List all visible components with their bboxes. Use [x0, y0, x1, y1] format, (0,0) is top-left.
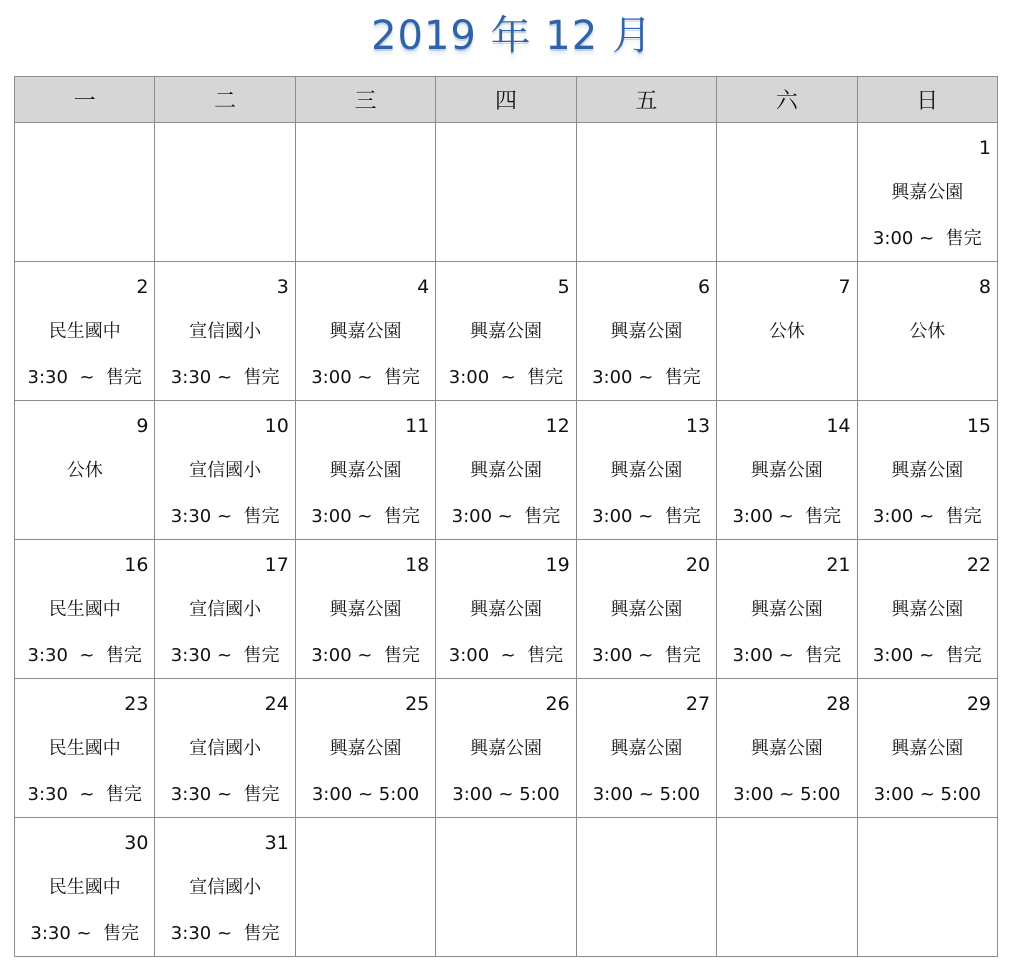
calendar-day-cell	[576, 262, 716, 401]
time-label: 3:00 ~ 售完	[592, 645, 701, 666]
day-number: 28	[826, 693, 851, 715]
day-number: 5	[557, 276, 570, 298]
calendar-week-row	[15, 818, 998, 957]
day-number: 21	[826, 554, 851, 576]
calendar-day-cell	[15, 262, 155, 401]
time-label: 3:30 ~ 售完	[170, 923, 280, 944]
calendar-empty-cell	[436, 123, 576, 262]
calendar-day-cell	[857, 123, 997, 262]
calendar-day-cell	[295, 262, 435, 401]
day-number: 27	[685, 693, 711, 715]
time-label: 3:30 ~ 售完	[27, 645, 142, 666]
calendar-week-row	[15, 123, 998, 262]
calendar-day-cell	[155, 818, 295, 957]
weekday-header: 一	[15, 77, 155, 123]
location-label: 興嘉公園	[469, 321, 542, 342]
day-number: 26	[545, 693, 570, 715]
time-label: 3:30 ~ 售完	[170, 784, 280, 805]
calendar-week-row	[15, 262, 998, 401]
location-label: 興嘉公園	[891, 460, 964, 481]
calendar-empty-cell	[15, 123, 155, 262]
location-label: 興嘉公園	[469, 460, 542, 481]
time-label: 3:30 ~ 售完	[170, 506, 280, 527]
day-number: 8	[978, 276, 991, 298]
time-label: 3:00 ~ 售完	[311, 367, 420, 388]
calendar-day-cell	[576, 679, 716, 818]
time-label: 3:00 ~ 5:00	[592, 784, 701, 805]
time-label: 3:00 ~ 售完	[592, 367, 701, 388]
weekday-header: 二	[155, 77, 295, 123]
location-label: 興嘉公園	[750, 460, 823, 481]
time-label: 3:00 ~ 售完	[448, 645, 564, 666]
time-label: 3:30 ~ 售完	[170, 367, 280, 388]
time-label: 3:00 ~ 5:00	[452, 784, 560, 805]
calendar-empty-cell	[295, 123, 435, 262]
calendar-day-cell	[295, 679, 435, 818]
calendar-day-cell	[436, 401, 576, 540]
time-label: 3:00 ~ 售完	[448, 367, 564, 388]
location-label: 民生國中	[48, 877, 121, 898]
time-label: 3:00 ~ 售完	[732, 506, 842, 527]
day-number: 31	[264, 832, 289, 854]
time-label: 3:00 ~ 售完	[592, 506, 701, 527]
day-number: 29	[966, 693, 991, 715]
location-label: 興嘉公園	[891, 738, 964, 759]
day-number: 2	[136, 276, 149, 298]
time-label: 3:00 ~ 售完	[872, 645, 982, 666]
day-number: 19	[545, 554, 570, 576]
calendar-day-cell	[15, 401, 155, 540]
calendar-empty-cell	[717, 818, 857, 957]
location-label: 公休	[768, 321, 805, 342]
time-label: 3:00 ~ 售完	[451, 506, 561, 527]
location-label: 興嘉公園	[469, 599, 542, 620]
day-number: 7	[838, 276, 851, 298]
time-label: 3:30 ~ 售完	[30, 923, 140, 944]
location-label: 興嘉公園	[469, 738, 542, 759]
location-label: 宣信國小	[189, 738, 262, 759]
location-label: 宣信國小	[189, 460, 262, 481]
calendar-day-cell	[576, 540, 716, 679]
weekday-header: 四	[436, 77, 576, 123]
calendar-day-cell	[857, 262, 997, 401]
location-label: 興嘉公園	[329, 321, 402, 342]
location-label: 興嘉公園	[610, 599, 683, 620]
location-label: 興嘉公園	[329, 599, 402, 620]
weekday-header: 日	[857, 77, 997, 123]
calendar-day-cell	[15, 540, 155, 679]
time-label: 3:00 ~ 售完	[872, 228, 982, 249]
time-label: 3:00 ~ 售完	[732, 645, 842, 666]
calendar-week-row	[15, 540, 998, 679]
day-number: 12	[545, 415, 570, 437]
day-number: 16	[124, 554, 149, 576]
time-label: 3:00 ~ 5:00	[311, 784, 420, 805]
day-number: 14	[826, 415, 851, 437]
day-number: 17	[264, 554, 289, 576]
location-label: 宣信國小	[189, 599, 262, 620]
location-label: 興嘉公園	[610, 460, 683, 481]
calendar-body	[15, 123, 998, 957]
day-number: 15	[966, 415, 991, 437]
location-label: 興嘉公園	[750, 738, 823, 759]
day-number: 23	[124, 693, 149, 715]
calendar-day-cell	[857, 540, 997, 679]
location-label: 興嘉公園	[329, 738, 402, 759]
location-label: 興嘉公園	[891, 182, 964, 203]
location-label: 興嘉公園	[750, 599, 823, 620]
time-label: 3:30 ~ 售完	[27, 784, 142, 805]
calendar-empty-cell	[436, 818, 576, 957]
calendar-day-cell	[436, 540, 576, 679]
time-label: 3:30 ~ 售完	[170, 645, 280, 666]
calendar-empty-cell	[717, 123, 857, 262]
calendar-day-cell	[155, 401, 295, 540]
calendar-day-cell	[857, 401, 997, 540]
day-number: 10	[264, 415, 289, 437]
location-label: 民生國中	[48, 599, 121, 620]
day-number: 4	[417, 276, 430, 298]
weekday-header: 五	[576, 77, 716, 123]
day-number: 9	[136, 415, 149, 437]
calendar-day-cell	[717, 540, 857, 679]
location-label: 公休	[909, 321, 946, 342]
location-label: 興嘉公園	[891, 599, 964, 620]
day-number: 25	[405, 693, 430, 715]
calendar-day-cell	[436, 679, 576, 818]
calendar-day-cell	[576, 401, 716, 540]
day-number: 6	[698, 276, 711, 298]
time-label: 3:00 ~ 5:00	[873, 784, 981, 805]
time-label: 3:00 ~ 售完	[872, 506, 982, 527]
location-label: 公休	[66, 460, 103, 481]
calendar-empty-cell	[576, 818, 716, 957]
calendar-empty-cell	[576, 123, 716, 262]
calendar-day-cell	[436, 262, 576, 401]
calendar-day-cell	[717, 401, 857, 540]
calendar-table	[14, 76, 998, 957]
calendar-empty-cell	[857, 818, 997, 957]
location-label: 興嘉公園	[610, 321, 683, 342]
calendar-day-cell	[155, 679, 295, 818]
calendar-day-cell	[295, 540, 435, 679]
calendar-day-cell	[717, 679, 857, 818]
day-number: 11	[405, 415, 430, 437]
calendar-day-cell	[295, 401, 435, 540]
day-number: 1	[978, 137, 991, 159]
day-number: 3	[276, 276, 289, 298]
day-number: 18	[405, 554, 430, 576]
day-number: 22	[966, 554, 991, 576]
weekday-header: 三	[295, 77, 435, 123]
day-number: 13	[685, 415, 711, 437]
calendar-day-cell	[15, 818, 155, 957]
location-label: 宣信國小	[189, 321, 262, 342]
location-label: 宣信國小	[189, 877, 262, 898]
location-label: 民生國中	[48, 321, 121, 342]
weekday-header-row	[15, 77, 998, 123]
calendar-week-row	[15, 401, 998, 540]
day-number: 20	[685, 554, 711, 576]
calendar-day-cell	[15, 679, 155, 818]
time-label: 3:30 ~ 售完	[27, 367, 142, 388]
day-number: 24	[264, 693, 289, 715]
calendar-day-cell	[717, 262, 857, 401]
location-label: 興嘉公園	[610, 738, 683, 759]
calendar-empty-cell	[295, 818, 435, 957]
day-number: 30	[124, 832, 149, 854]
calendar-empty-cell	[155, 123, 295, 262]
calendar-day-cell	[155, 262, 295, 401]
calendar-title: 2019 年 12 月	[371, 13, 653, 59]
weekday-header: 六	[717, 77, 857, 123]
time-label: 3:00 ~ 5:00	[733, 784, 841, 805]
calendar-week-row	[15, 679, 998, 818]
calendar-day-cell	[155, 540, 295, 679]
location-label: 興嘉公園	[329, 460, 402, 481]
time-label: 3:00 ~ 售完	[311, 506, 420, 527]
time-label: 3:00 ~ 售完	[311, 645, 420, 666]
calendar-day-cell	[857, 679, 997, 818]
location-label: 民生國中	[48, 738, 121, 759]
